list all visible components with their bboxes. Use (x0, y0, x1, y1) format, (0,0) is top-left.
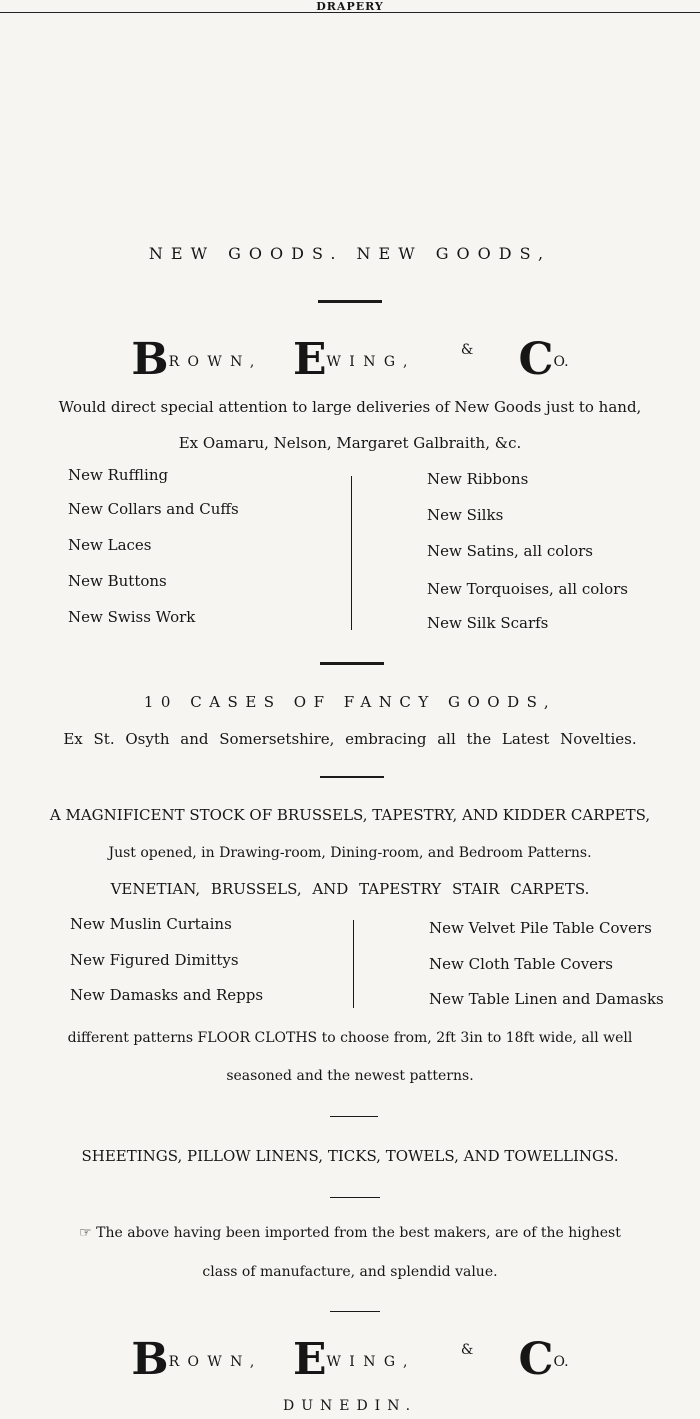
list-item: New Muslin Curtains (70, 915, 232, 933)
firm-ampersand: & (460, 1342, 474, 1358)
list-item: New Figured Dimittys (70, 951, 239, 969)
list-item: New Ribbons (427, 470, 529, 488)
pointing-hand-icon: ☞ (79, 1225, 92, 1241)
list-item: New Torquoises, all colors (427, 580, 628, 598)
firm-b-initial: B (131, 334, 169, 385)
list-item: New Ruffling (68, 466, 169, 484)
firm-b-initial: B (131, 1334, 169, 1385)
section-header: DRAPERY (316, 0, 384, 13)
fancy-goods-title: 10 CASES OF FANCY GOODS, (143, 693, 557, 711)
firm-b-rest: ROWN, (168, 1354, 263, 1370)
divider (318, 300, 382, 303)
column-divider (353, 920, 354, 1008)
firm-name (0, 330, 700, 400)
intro-line-2: Ex Oamaru, Nelson, Margaret Galbraith, &c. (178, 434, 522, 452)
list-item: New Swiss Work (68, 608, 196, 626)
stair-carpets: VENETIAN, BRUSSELS, AND TAPESTRY STAIR CARPETS. (110, 880, 590, 898)
firm-e-initial: E (292, 334, 327, 385)
headline: NEW GOODS. NEW GOODS, (148, 244, 552, 263)
divider (320, 776, 384, 778)
divider (320, 662, 384, 665)
closing-line-1 (0, 1225, 700, 1241)
firm-c-rest: O. (553, 1354, 569, 1370)
carpets-title: A MAGNIFICENT STOCK OF BRUSSELS, TAPESTRY, AND KIDDER CARPETS, (49, 806, 651, 824)
sheetings-line: SHEETINGS, PILLOW LINENS, TICKS, TOWELS, AND TOWELLINGS. (81, 1147, 619, 1165)
closing-line-2: class of manufacture, and splendid value. (202, 1264, 498, 1280)
firm-c-rest: O. (553, 354, 569, 370)
floor-cloths-line-1: different patterns FLOOR CLOTHS to choose from, 2ft 3in to 18ft wide, all well (67, 1030, 633, 1046)
list-item: New Silks (427, 506, 504, 524)
intro-line-1: Would direct special attention to large deliveries of New Goods just to hand, (58, 398, 642, 416)
footer-city: DUNEDIN. (282, 1398, 418, 1414)
list-item: New Buttons (68, 572, 167, 590)
list-item: New Silk Scarfs (427, 614, 549, 632)
firm-c-initial: C (518, 334, 554, 385)
firm-c-initial: C (518, 1334, 554, 1385)
column-divider (351, 476, 352, 630)
firm-e-rest: WING, (326, 354, 416, 370)
floor-cloths-line-2: seasoned and the newest patterns. (226, 1068, 474, 1084)
divider (330, 1116, 378, 1117)
list-item: New Velvet Pile Table Covers (429, 919, 652, 937)
list-item: New Cloth Table Covers (429, 955, 613, 973)
footer-firm-name (0, 1330, 700, 1400)
list-item: New Collars and Cuffs (68, 500, 239, 518)
divider (330, 1311, 380, 1312)
firm-e-rest: WING, (326, 1354, 416, 1370)
firm-ampersand: & (460, 342, 474, 358)
firm-e-initial: E (292, 1334, 327, 1385)
list-item: New Laces (68, 536, 152, 554)
firm-b-rest: ROWN, (168, 354, 263, 370)
header-rule (0, 12, 700, 13)
list-item: New Damasks and Repps (70, 986, 264, 1004)
divider (330, 1197, 380, 1198)
carpets-sub: Just opened, in Drawing-room, Dining-room, and Bedroom Patterns. (108, 845, 592, 861)
list-item: New Satins, all colors (427, 542, 593, 560)
fancy-goods-sub: Ex St. Osyth and Somersetshire, embracing all the Latest Novelties. (63, 730, 637, 748)
list-item: New Table Linen and Damasks (429, 990, 664, 1008)
closing-text: The above having been imported from the best makers, are of the highest (96, 1225, 621, 1241)
